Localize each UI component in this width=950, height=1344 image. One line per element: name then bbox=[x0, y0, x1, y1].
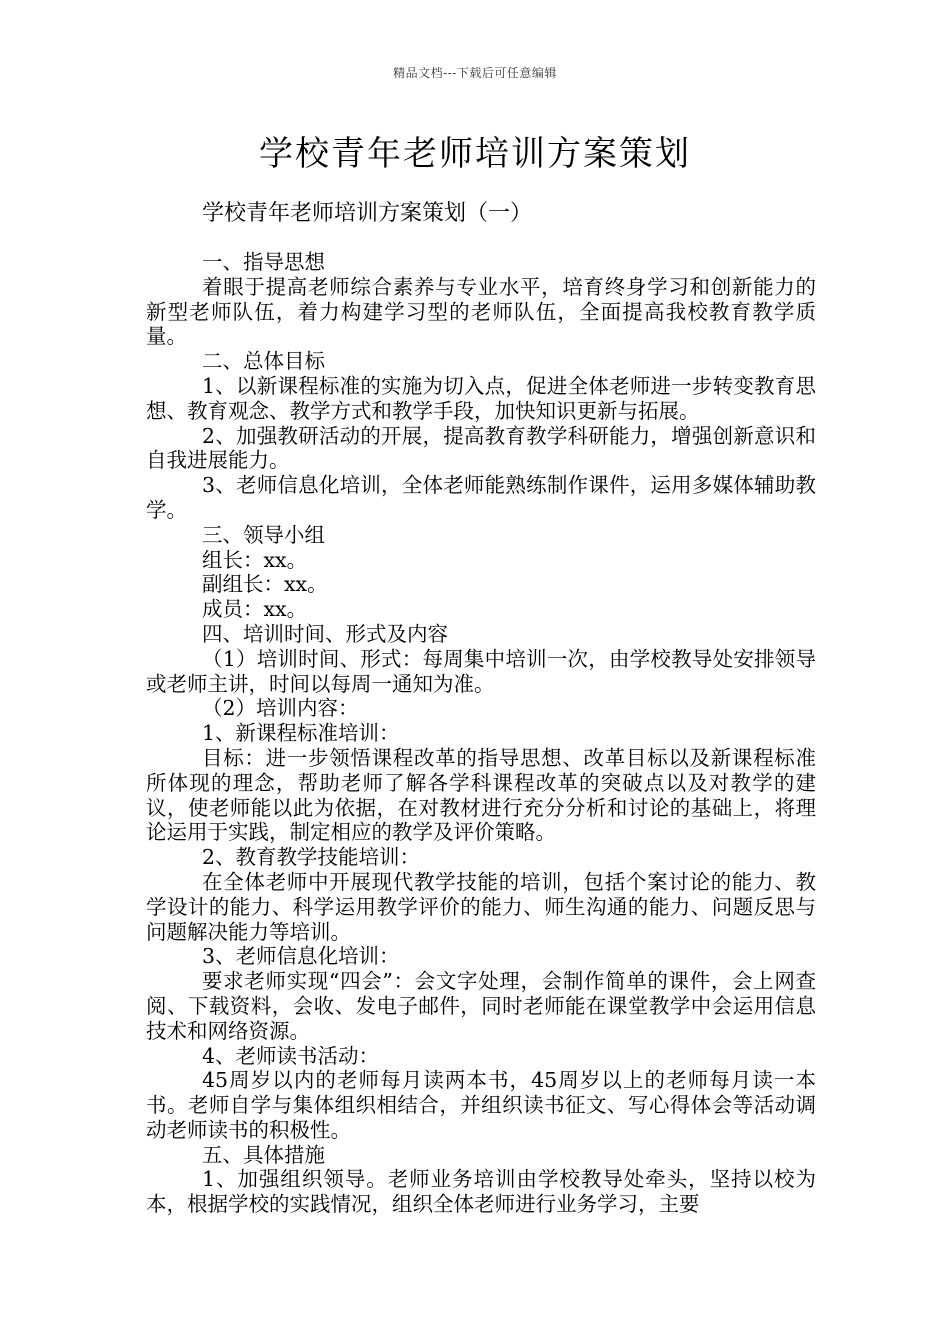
heading-guiding-ideology: 一、指导思想 bbox=[202, 250, 325, 274]
subheading-teaching-skills: 2、教育教学技能培训： bbox=[202, 845, 421, 870]
line-deputy-leader: 副组长：xx。 bbox=[202, 572, 328, 597]
document-title: 学校青年老师培训方案策划 bbox=[259, 134, 691, 174]
paragraph-measure-1: 1、加强组织领导。老师业务培训由学校教导处牵头，坚持以校为本，根据学校的实践情况，组织全体老师进行业务学习，主要 bbox=[146, 1167, 816, 1217]
line-members: 成员：xx。 bbox=[202, 597, 308, 622]
paragraph-goal-2: 2、加强教研活动的开展，提高教育教学科研能力，增强创新意识和自我进展能力。 bbox=[146, 423, 816, 473]
paragraph-goal-1: 1、以新课程标准的实施为切入点，促进全体老师进一步转变教育思想、教育观念、教学方式和教学手段，加快知识更新与拓展。 bbox=[146, 373, 816, 423]
paragraph-training-time-form: （1）培训时间、形式：每周集中培训一次，由学校教导处安排领导或老师主讲，时间以每周一通知为准。 bbox=[146, 646, 816, 696]
document-subtitle: 学校青年老师培训方案策划（一） bbox=[202, 201, 533, 226]
subheading-it-training: 3、老师信息化培训： bbox=[202, 944, 400, 969]
paragraph-reading-activity: 45周岁以内的老师每月读两本书，45周岁以上的老师每月读一本书。老师自学与集体组织相结合，并组织读书征文、写心得体会等活动调动老师读书的积极性。 bbox=[146, 1068, 816, 1142]
subheading-reading-activity: 4、老师读书活动： bbox=[202, 1043, 380, 1068]
paragraph-curriculum-standard: 目标：进一步领悟课程改革的指导思想、改革目标以及新课程标准所体现的理念，帮助老师了解各学科课程改革的突破点以及对教学的建议，使老师能以此为依据，在对教材进行充分分析和讨论的基础上，将理论运用于实践，制定相应的教学及评价策略。 bbox=[146, 745, 816, 845]
heading-specific-measures: 五、具体措施 bbox=[202, 1142, 325, 1167]
paragraph-guiding-ideology: 着眼于提高老师综合素养与专业水平，培育终身学习和创新能力的新型老师队伍，着力构建学习型的老师队伍，全面提高我校教育教学质量。 bbox=[146, 274, 816, 349]
heading-overall-goals: 二、总体目标 bbox=[202, 349, 325, 374]
heading-training-time-form-content: 四、培训时间、形式及内容 bbox=[202, 621, 448, 646]
document-body bbox=[146, 250, 816, 1217]
line-training-content: （2）培训内容： bbox=[202, 696, 359, 721]
paragraph-goal-3: 3、老师信息化培训，全体老师能熟练制作课件，运用多媒体辅助教学。 bbox=[146, 473, 816, 522]
subheading-curriculum-standard: 1、新课程标准培训： bbox=[202, 721, 400, 746]
header-note: 精品文档---下载后可任意编辑 bbox=[393, 66, 557, 80]
line-group-leader: 组长：xx。 bbox=[202, 547, 308, 572]
heading-leadership-group: 三、领导小组 bbox=[202, 522, 325, 547]
paragraph-it-training: 要求老师实现“四会”：会文字处理，会制作简单的课件，会上网查阅、下载资料，会收、发电子邮件，同时老师能在课堂教学中会运用信息技术和网络资源。 bbox=[146, 969, 816, 1043]
paragraph-teaching-skills: 在全体老师中开展现代教学技能的培训，包括个案讨论的能力、教学设计的能力、科学运用教学评价的能力、师生沟通的能力、问题反思与问题解决能力等培训。 bbox=[146, 869, 816, 944]
